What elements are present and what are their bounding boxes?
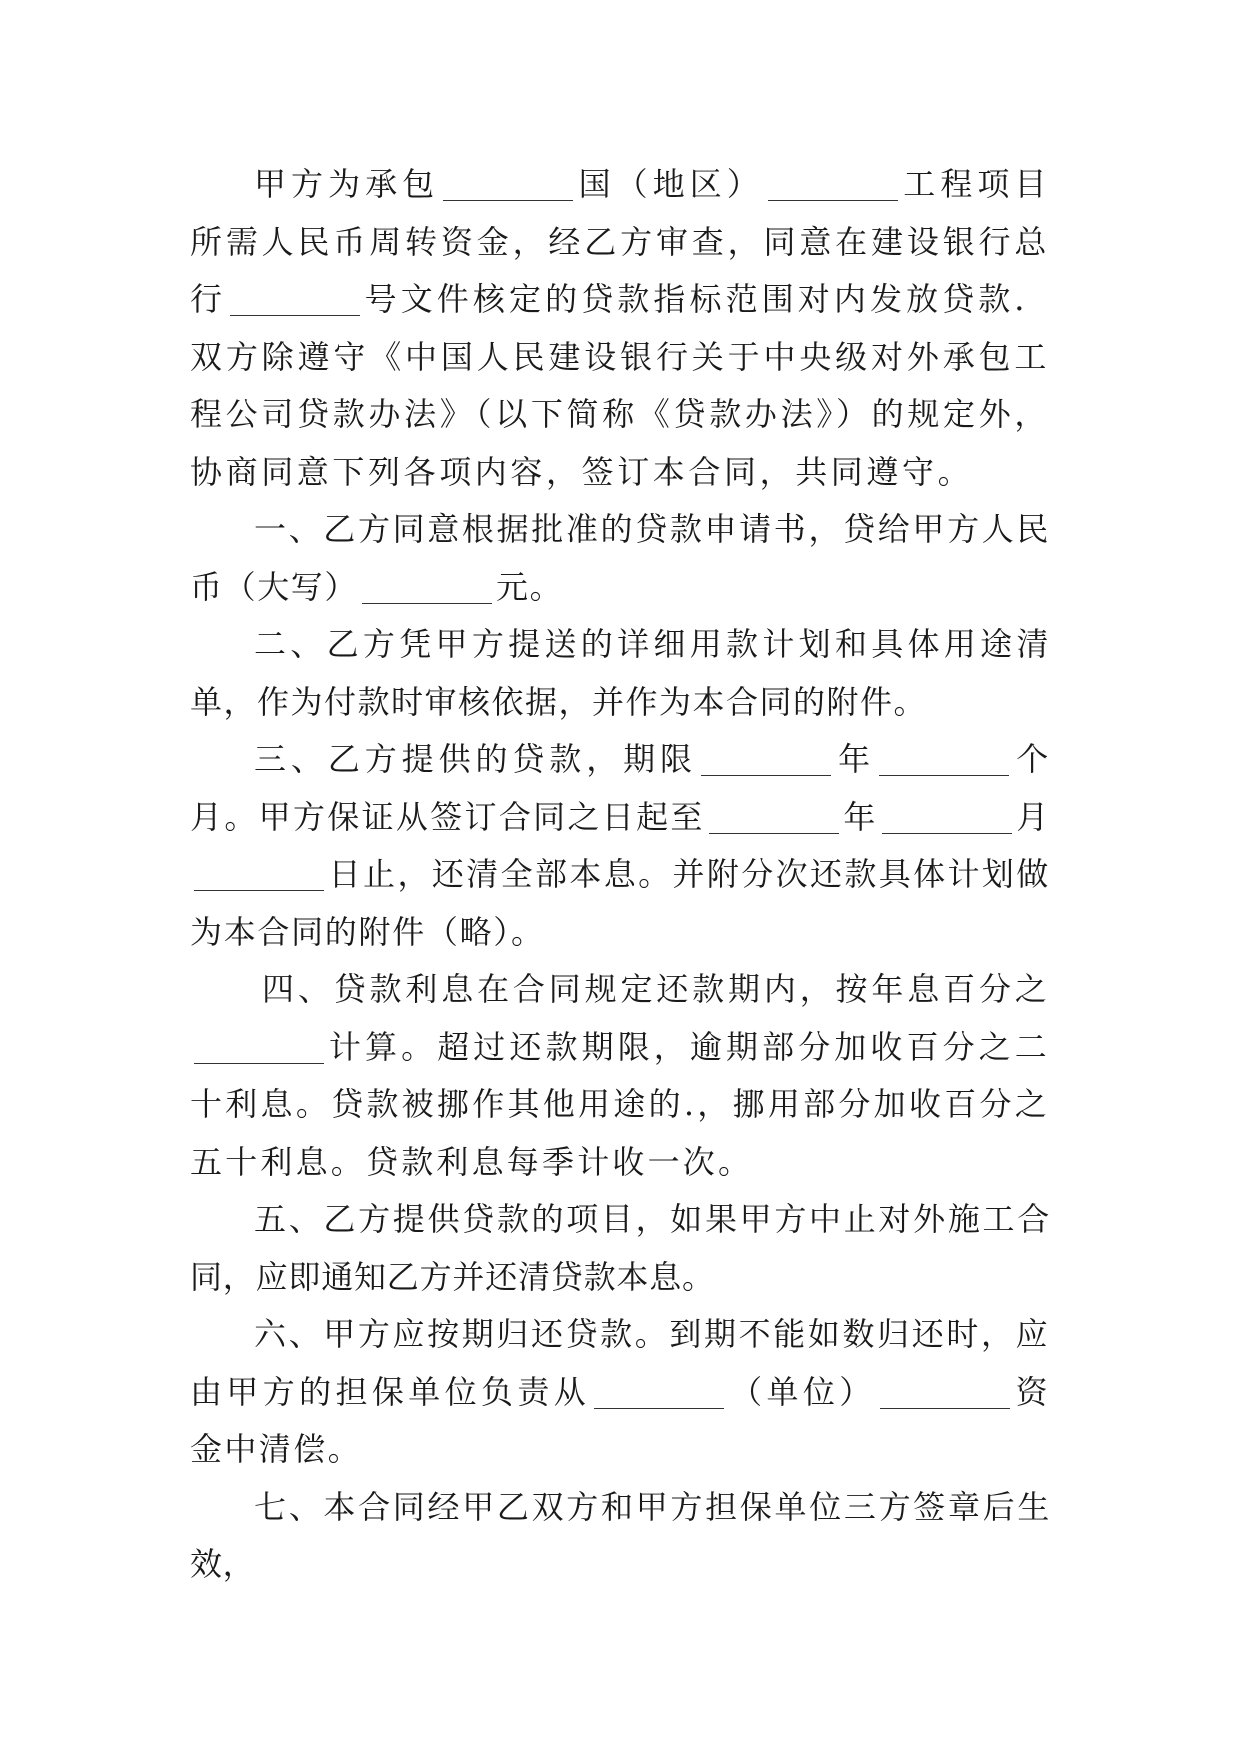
paragraph-text: 一、乙方同意根据批准的贷款申请书，贷给甲方人民币（大写） [190, 510, 1050, 606]
fill-in-blank [230, 283, 360, 316]
paragraph-text: 四、贷款利息在合同规定还款期内，按年息百分之 [262, 970, 1050, 1008]
paragraph-text: 号文件核定的贷款指标范围对内发放贷款．双方除遵守《中国人民建设银行关于中央级对外承包工程公司贷款办法》（以下简称《贷款办法》）的规定外，协商同意下列各项内容，签订本合同，共同遵守。 [190, 280, 1050, 491]
paragraph-text: 元。 [496, 567, 564, 606]
paragraph-text: 五、乙方提供贷款的项目，如果甲方中止对外施工合同，应即通知乙方并还清贷款本息。 [190, 1200, 1050, 1296]
paragraph-text: 七、本合同经甲乙双方和甲方担保单位三方签章后生效， [190, 1487, 1050, 1583]
fill-in-blank [879, 743, 1009, 776]
paragraph-clause-2 [190, 616, 1050, 731]
fill-in-blank [194, 1031, 324, 1064]
paragraph-text: 年 [834, 740, 876, 778]
paragraph-text: 工程项目所需人民币周转资金，经乙方审查，同意在建设银行总行 [190, 165, 1050, 318]
paragraph-text: 国（地区） [577, 165, 764, 203]
paragraph-clause-6 [190, 1306, 1050, 1479]
fill-in-blank [194, 858, 324, 891]
paragraph-text: 资金中清偿。 [190, 1372, 1051, 1468]
fill-in-blank [443, 168, 573, 201]
paragraph-clause-5 [190, 1191, 1050, 1306]
paragraph-text: 甲方为承包 [254, 165, 440, 203]
paragraph-text: 六、甲方应按期归还贷款。到期不能如数归还时，应由甲方的担保单位负责从 [190, 1315, 1050, 1411]
fill-in-blank [768, 168, 898, 201]
fill-in-blank [594, 1376, 724, 1409]
paragraph-text: 月 [1015, 797, 1050, 836]
paragraph-text: 二、乙方凭甲方提送的详细用款计划和具体用途清单，作为付款时审核依据，并作为本合同的附件。 [190, 625, 1050, 721]
fill-in-blank [362, 571, 492, 604]
paragraph-text: 计算。超过还款期限，逾期部分加收百分之二十利息。贷款被挪作其他用途的.，挪用部分加收百分之五十利息。贷款利息每季计收一次。 [190, 1027, 1050, 1181]
paragraph-text: 三、乙方提供的贷款，期限 [254, 740, 697, 778]
paragraph-text: （单位） [728, 1372, 876, 1411]
contract-body [190, 156, 1050, 1594]
paragraph-clause-1 [190, 501, 1050, 616]
fill-in-blank [880, 1376, 1010, 1409]
paragraph-clause-7 [190, 1479, 1050, 1594]
paragraph-clause-4 [190, 961, 1050, 1191]
fill-in-blank [709, 801, 839, 834]
paragraph-text: 年 [842, 797, 878, 836]
fill-in-blank [882, 801, 1012, 834]
paragraph-intro [190, 156, 1050, 501]
paragraph-text: 个月。甲方保证从签订合同之日起至 [190, 740, 1051, 836]
fill-in-blank [701, 743, 831, 776]
paragraph-text: 日止，还清全部本息。并附分次还款具体计划做为本合同的附件（略）。 [190, 855, 1050, 951]
paragraph-clause-3 [190, 731, 1050, 961]
